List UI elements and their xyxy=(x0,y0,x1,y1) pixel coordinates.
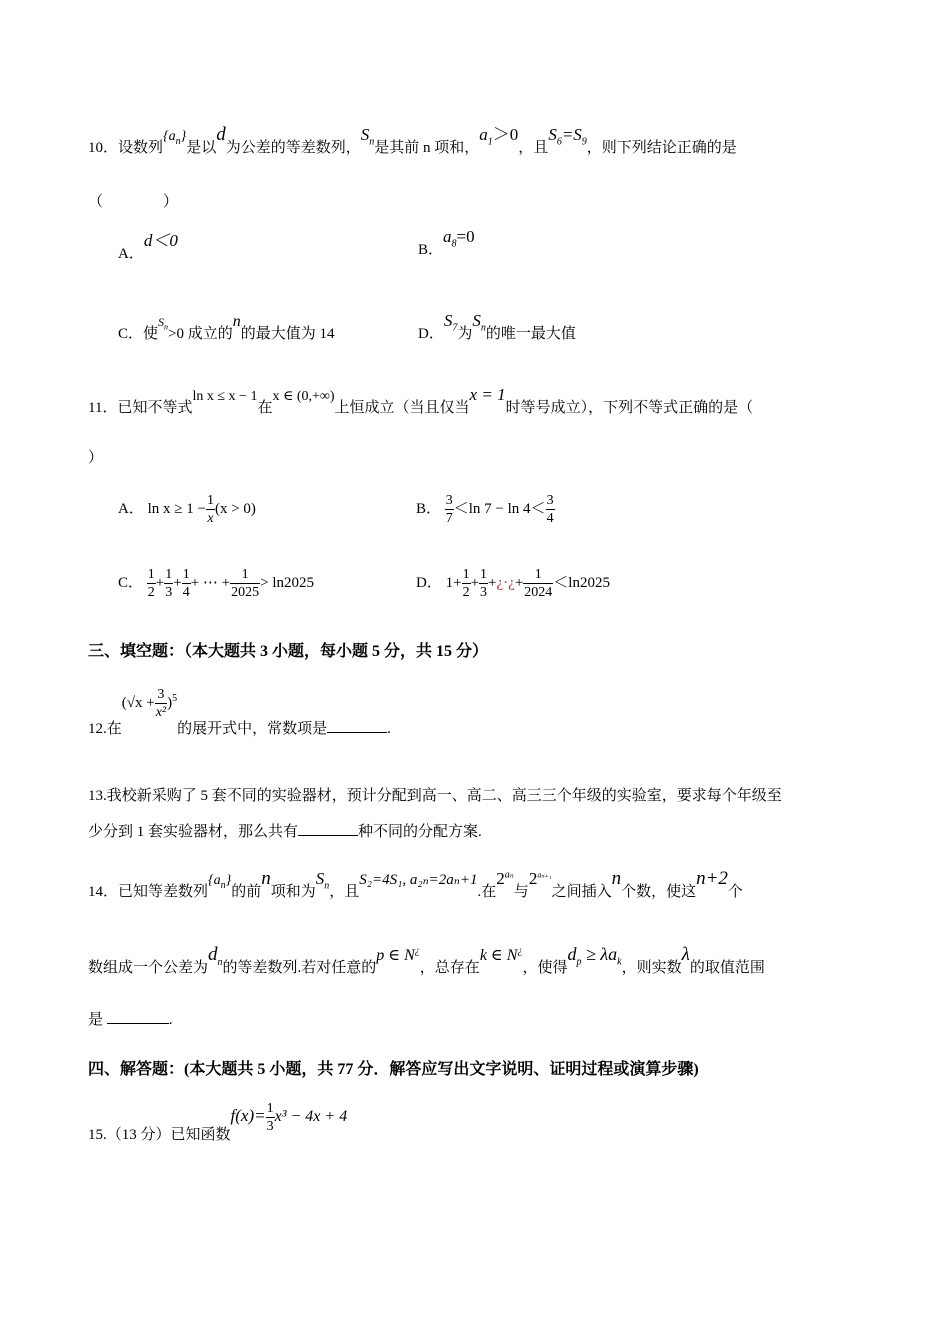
math-text: k ∈ N xyxy=(479,947,518,964)
math-text: d xyxy=(208,944,218,965)
option-text: 为 xyxy=(457,326,473,342)
question-text: . xyxy=(387,720,391,737)
math-text: n+2 xyxy=(696,868,728,889)
question-text: 种不同的分配方案. xyxy=(358,824,482,840)
math-sub: n xyxy=(369,136,375,148)
math-sub: 8 xyxy=(451,238,457,250)
math-fraction xyxy=(206,492,215,527)
math-text: d xyxy=(567,944,577,964)
question-text: 与 xyxy=(513,884,529,900)
answer-blank[interactable] xyxy=(327,732,387,733)
question-text: 已知等差数列 xyxy=(118,884,209,900)
math-num: 3 xyxy=(157,687,165,702)
math-den: 2024 xyxy=(524,585,553,600)
question-13-line1: 13.我校新采购了 5 套不同的实验器材，预计分配到高一、高二、高三三个年级的实验室，要求每个年级至 xyxy=(88,788,782,804)
option-label: C． xyxy=(118,574,144,591)
question-text: 是 xyxy=(88,1012,104,1028)
math-sub: p xyxy=(576,956,582,968)
math-sub: 7 xyxy=(452,322,458,334)
option-label: D． xyxy=(416,574,442,591)
question-text: 项和为 xyxy=(270,884,316,900)
option-d: D． 1+ $\frac{1}{2}$ + $\frac{1}{3}$ +¿·¿+ $\frac{1}{2024}$ ＜ln2025 xyxy=(416,567,610,600)
question-11-line1 xyxy=(88,385,754,417)
math-Sn xyxy=(472,311,486,334)
math-sequence xyxy=(163,129,187,147)
math-Sn xyxy=(360,125,375,148)
math-text: } xyxy=(225,873,232,888)
question-text: 已知函数 xyxy=(170,1126,231,1143)
math-power xyxy=(529,869,552,888)
option-b xyxy=(416,492,555,527)
math-inequality xyxy=(567,944,622,968)
math-num: 1 xyxy=(241,567,249,582)
math-text: n xyxy=(261,868,271,889)
option-text: >0 成立的 xyxy=(168,326,233,342)
question-14-line1 xyxy=(88,868,743,903)
math-fraction xyxy=(155,686,167,721)
math-num: 1 xyxy=(462,567,470,582)
question-text: 的前 xyxy=(231,884,262,900)
math-Sn xyxy=(315,869,330,892)
math-num: 1 xyxy=(147,567,155,582)
option-a xyxy=(118,492,256,527)
math-text: x ∈ (0,+∞) xyxy=(272,389,335,404)
option-text: 使 xyxy=(143,326,159,342)
math-sub: k xyxy=(617,956,622,968)
answer-blank[interactable] xyxy=(298,835,358,836)
option-label: D． xyxy=(418,326,444,342)
math-text: S xyxy=(548,125,557,144)
math-text: x³ − 4x + 4 xyxy=(274,1107,348,1125)
math-sequence xyxy=(208,873,232,891)
question-text: 少分到 1 套实验器材，那么共有 xyxy=(88,824,299,840)
math-text: {a xyxy=(163,129,176,144)
math-fraction xyxy=(462,566,471,601)
question-text: 是以 xyxy=(186,140,217,156)
math-den: 4 xyxy=(546,511,554,526)
math-text: 2 xyxy=(496,869,505,888)
math-sub: n xyxy=(175,135,181,147)
question-text: ，使得 xyxy=(522,960,568,976)
math-text: S xyxy=(158,315,165,329)
math-den: x² xyxy=(155,705,167,720)
math-a8 xyxy=(443,227,475,250)
question-text: 为公差的等差数列， xyxy=(225,140,361,156)
math-sub: n xyxy=(164,322,169,332)
math-text: a xyxy=(443,227,452,246)
math-sub: n xyxy=(324,880,330,892)
question-text: 的等差数列.若对任意的 xyxy=(222,960,377,976)
question-text: 时等号成立），下列不等式正确的是（ xyxy=(505,400,754,416)
math-den: 2 xyxy=(462,585,470,600)
math-fraction xyxy=(164,566,173,601)
math-sup: aₙ xyxy=(504,869,514,881)
math-text: n xyxy=(611,868,622,889)
option-text: 的唯一最大值 xyxy=(485,326,576,342)
question-text: 的展开式中，常数项是 xyxy=(177,720,328,737)
math-den: 3 xyxy=(266,1119,274,1134)
option-d xyxy=(418,311,576,345)
option-text: 的最大值为 14 xyxy=(240,326,335,342)
question-text: . xyxy=(168,1012,173,1028)
math-sup: ¿ xyxy=(414,945,420,957)
math-text: + ⋯ + xyxy=(190,574,231,591)
question-text: 的取值范围 xyxy=(689,960,765,976)
math-text: ) xyxy=(167,694,173,711)
math-fraction xyxy=(479,566,488,601)
option-label: C． xyxy=(118,326,144,342)
math-text: {a xyxy=(208,873,221,888)
question-text: ，则实数 xyxy=(621,960,682,976)
math-a1 xyxy=(479,125,519,148)
math-text: ＜ln 7 − ln 4＜ xyxy=(453,500,546,517)
math-text: a xyxy=(479,125,488,144)
math-text: =0 xyxy=(456,227,475,246)
section-heading: 三、填空题：（本大题共 3 小题，每小题 5 分，共 15 分） xyxy=(88,643,489,660)
math-num: 1 xyxy=(182,567,190,582)
math-den: x xyxy=(207,511,214,526)
question-number: 11． xyxy=(88,400,118,416)
math-num: 1 xyxy=(480,567,488,582)
option-b xyxy=(418,227,475,261)
math-sub: 1 xyxy=(487,136,493,148)
math-num: 1 xyxy=(206,493,214,508)
section-heading: 四、解答题：(本大题共 5 小题，共 77 分．解答应写出文字说明、证明过程或演算步骤) xyxy=(88,1061,699,1078)
question-10-line1 xyxy=(88,124,737,159)
question-text: 已知不等式 xyxy=(117,400,193,416)
math-d: d xyxy=(216,124,226,145)
math-S7 xyxy=(443,311,458,334)
math-text: x = 1 xyxy=(469,385,506,404)
math-sub: n xyxy=(480,322,486,334)
question-text: 是其前 n 项和， xyxy=(374,140,480,156)
math-text: S xyxy=(443,311,453,330)
math-pN xyxy=(376,947,420,964)
math-text: ln x ≥ 1 − xyxy=(147,500,206,517)
math-den: 7 xyxy=(445,511,453,526)
math-text: S xyxy=(315,869,325,888)
math-text: ¿·¿ xyxy=(496,574,515,591)
math-den: 2025 xyxy=(231,585,260,600)
math-expression xyxy=(121,687,178,720)
math-sub: 6 xyxy=(556,136,562,148)
question-text: 在 xyxy=(257,400,273,416)
math-den: 3 xyxy=(480,585,488,600)
option-label: B． xyxy=(416,500,442,517)
question-number: 10． xyxy=(88,140,119,156)
question-text: ，总存在 xyxy=(419,960,480,976)
math-num: 3 xyxy=(445,493,453,508)
option-c: C． $\frac{1}{2}$ + $\frac{1}{3}$ + $\frac{1}{4}$ + ⋯ + $\frac{1}{2025}$ > ln2025 xyxy=(118,567,315,600)
math-text: S xyxy=(360,125,370,144)
math-power xyxy=(496,869,514,888)
math-kN xyxy=(480,947,523,964)
question-number: 14． xyxy=(88,884,119,900)
question-11-line2: ） xyxy=(88,450,104,466)
math-text: d＜0 xyxy=(143,231,178,250)
math-text: (√x + xyxy=(121,694,155,711)
math-text: p ∈ N xyxy=(376,947,415,964)
math-num: 3 xyxy=(546,493,554,508)
math-fraction xyxy=(230,566,260,601)
question-score: （13 分） xyxy=(106,1126,171,1143)
math-S6-S9 xyxy=(548,125,587,148)
math-text: (x > 0) xyxy=(214,500,256,517)
answer-paren: （ ） xyxy=(88,194,179,210)
question-text: ，且 xyxy=(518,140,549,156)
question-text: 个数，使这 xyxy=(621,884,697,900)
math-sup: ¿ xyxy=(517,945,523,957)
math-Sn-small xyxy=(158,315,169,332)
math-text: 1+ xyxy=(445,574,462,591)
math-sup: aₙ₊₁ xyxy=(537,870,552,880)
math-den: 2 xyxy=(147,585,155,600)
math-text: S xyxy=(472,311,481,330)
math-text: 2 xyxy=(528,869,538,888)
math-sub: n xyxy=(220,879,226,891)
option-label: B． xyxy=(418,242,444,258)
question-15 xyxy=(88,1100,348,1143)
math-text: } xyxy=(180,129,187,144)
math-text: n xyxy=(232,313,241,330)
math-text: S₂=4S₁, a₂ₙ=2aₙ+1 xyxy=(359,872,478,888)
math-dn xyxy=(208,944,223,968)
question-13-line2 xyxy=(88,820,482,841)
option-a xyxy=(118,231,178,263)
question-text: 上恒成立（当且仅当 xyxy=(334,400,470,416)
question-number: 12.在 xyxy=(88,720,122,737)
option-c xyxy=(118,313,335,343)
math-text: ≥ λa xyxy=(581,944,618,964)
question-text: 设数列 xyxy=(118,140,164,156)
math-fraction xyxy=(266,1100,275,1135)
math-text: > ln2025 xyxy=(260,574,315,591)
math-sup: 5 xyxy=(172,692,178,704)
math-fraction xyxy=(147,566,156,601)
math-num: 1 xyxy=(266,1101,274,1116)
question-14-line3 xyxy=(88,1008,173,1029)
math-sub: 9 xyxy=(581,136,587,148)
math-den: 4 xyxy=(182,585,190,600)
math-num: 1 xyxy=(534,567,542,582)
math-text: =S xyxy=(561,125,582,144)
math-text: ln x ≤ x − 1 xyxy=(192,389,258,404)
math-fraction xyxy=(182,566,191,601)
question-number: 15. xyxy=(88,1126,107,1143)
question-text: .在 xyxy=(477,884,497,900)
math-fraction xyxy=(546,492,555,527)
math-num: 1 xyxy=(165,567,173,582)
question-text: ，则下列结论正确的是 xyxy=(586,140,737,156)
math-fraction xyxy=(445,492,454,527)
answer-blank[interactable] xyxy=(107,1023,169,1024)
math-den: 3 xyxy=(165,585,173,600)
option-label: A． xyxy=(118,246,144,262)
question-text: 之间插入 xyxy=(551,884,612,900)
math-text: ＜ln2025 xyxy=(553,574,610,591)
math-text: f(x)= xyxy=(230,1105,266,1125)
question-12 xyxy=(88,687,391,737)
math-text: λ xyxy=(681,944,690,965)
math-sub: n xyxy=(217,956,223,968)
option-label: A． xyxy=(118,500,144,517)
question-text: ，且 xyxy=(329,884,360,900)
question-text: 个 xyxy=(727,884,743,900)
math-text: ＞0 xyxy=(492,125,519,144)
math-fraction xyxy=(523,566,553,601)
question-text: 数组成一个公差为 xyxy=(88,960,209,976)
